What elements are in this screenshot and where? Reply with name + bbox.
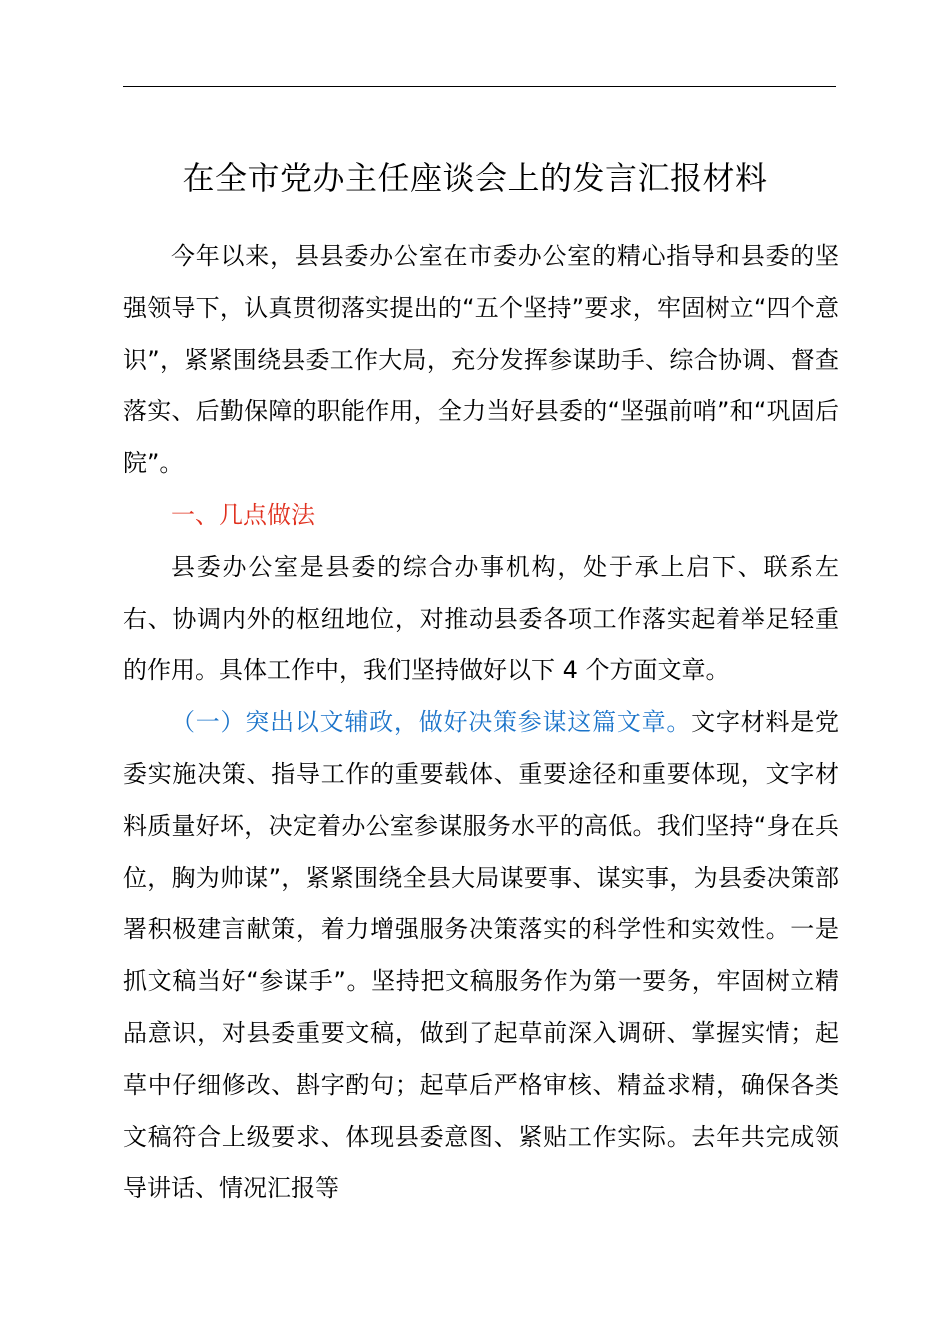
subsection-body: 文字材料是党委实施决策、指导工作的重要载体、重要途径和重要体现，文字材料质量好坏，决定着办公室参谋服务水平的高低。我们坚持“身在兵位，胸为帅谋”，紧紧围绕全县大局谋要事、谋实事，为县委决策部署积极建言献策，着力增强服务决策落实的科学性和实效性。一是抓文稿当好“参谋手”。坚持把文稿服务作为第一要务，牢固树立精品意识，对县委重要文稿，做到了起草前深入调研、掌握实情；起草中仔细修改、斟字酌句；起草后严格审核、精益求精，确保各类文稿符合上级要求、体现县委意图、紧贴工作实际。去年共完成领导讲话、情况汇报等	[123, 708, 840, 1203]
section-paragraph: 县委办公室是县委的综合办事机构，处于承上启下、联系左右、协调内外的枢纽地位，对推动县委各项工作落实起着举足轻重的作用。具体工作中，我们坚持做好以下 4 个方面文章。	[123, 552, 839, 685]
subsection-heading: （一）突出以文辅政，做好决策参谋这篇文章。	[171, 708, 692, 737]
section-heading: 一、几点做法	[171, 500, 315, 529]
document-body	[123, 231, 839, 1215]
intro-paragraph: 今年以来，县县委办公室在市委办公室的精心指导和县委的坚强领导下，认真贯彻落实提出的“五个坚持”要求，牢固树立“四个意识”，紧紧围绕县委工作大局，充分发挥参谋助手、综合协调、督查落实、后勤保障的职能作用，全力当好县委的“坚强前哨”和“巩固后院”。	[123, 242, 839, 478]
subsection-paragraph	[123, 697, 839, 1215]
header-rule	[123, 86, 836, 87]
document-title: 在全市党办主任座谈会上的发言汇报材料	[182, 159, 768, 197]
